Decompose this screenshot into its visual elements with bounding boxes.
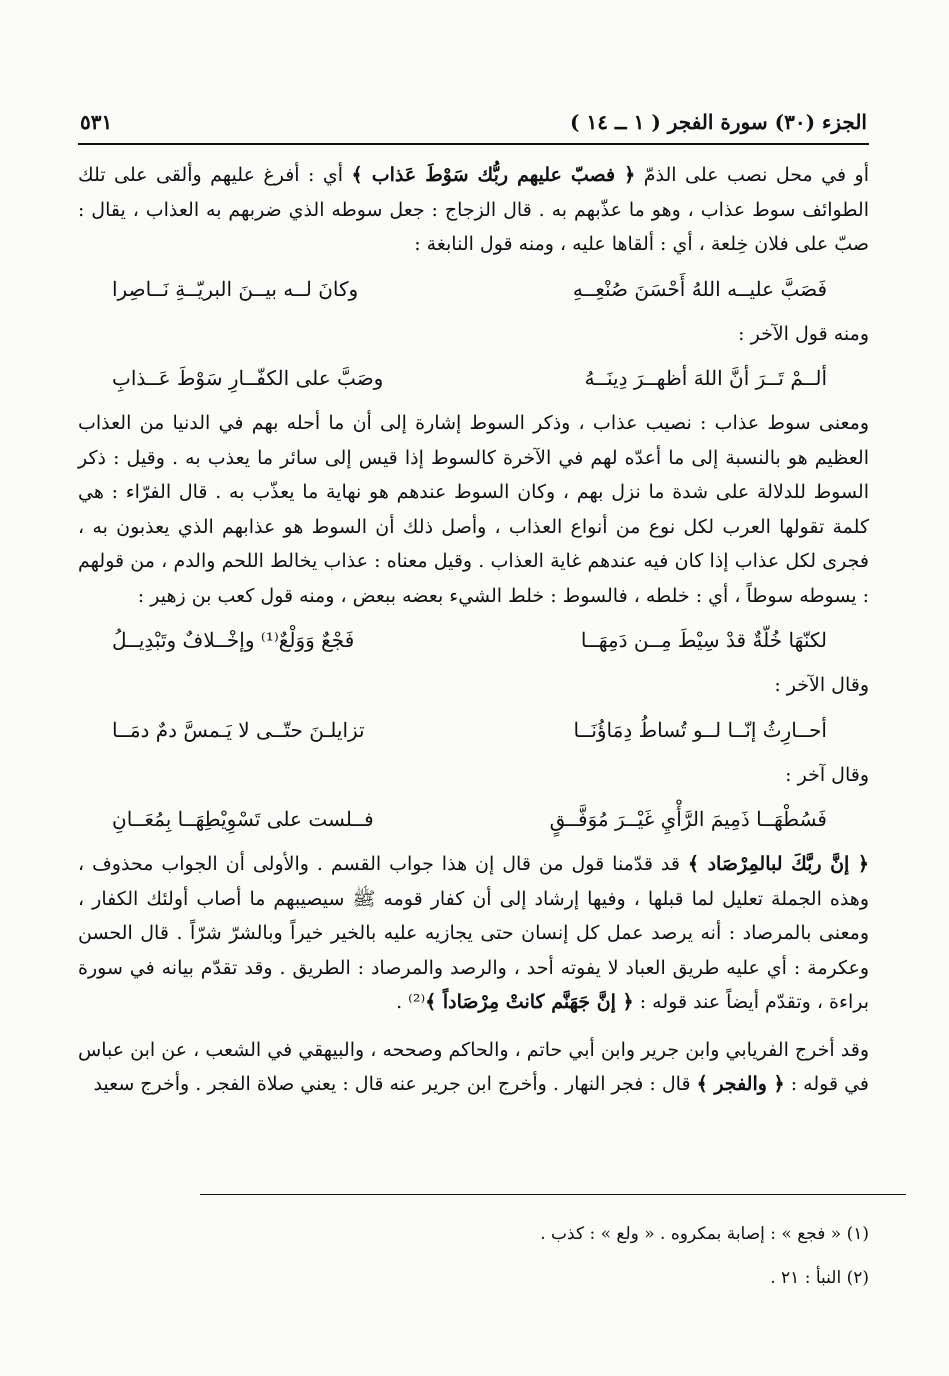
paragraph: ﴿ إنَّ ربَّكَ لبالمِرْصَاد ﴾ قد قدّمنا قول من قال إن هذا جواب القسم . والأولى أن الجواب محذوف ، وهذه الجملة تعليل لما قبلها ، وفيها إرشاد إلى أن كفار قومه ﷺ سيصيبهم ما أصاب أولئك الكفار ، ومعنى بالمرصاد : أنه يرصد عمل كل إنسان حتى يجازيه عليه بالخير خيراً وبالشرّ شرّاً . قال الحسن وعكرمة : أي عليه طريق العباد لا يفوته أحد ، والرصد والمرصاد : الطريق . وقد تقدّم بيانه في سورة براءة ، وتقدّم أيضاً عند قوله : ﴿ إنَّ جَهَنَّم كانتْ مِرْصَاداً ﴾⁽²⁾ . xyxy=(78,853,869,1013)
footnote: (١) « فجع » : إصابة بمكروه . « ولع » : كذب . xyxy=(540,1224,869,1244)
paragraph: ومنه قول الآخر : xyxy=(738,322,869,345)
footnote: (٢) النبأ : ٢١ . xyxy=(770,1268,869,1288)
poem-hemistich-first: لكنّهَا خُلّةٌ قدْ سِيْطَ مِــن دَمِهَــا xyxy=(580,628,827,652)
running-title: الجزء (٣٠) سورة الفجر ( ١ ــ ١٤ ) xyxy=(570,110,867,134)
poem-verse xyxy=(78,703,869,758)
quran-verse: ﴿ والفجر ﴾ xyxy=(696,1073,785,1095)
page-header xyxy=(80,108,867,142)
footnote-divider xyxy=(200,1194,906,1195)
poem-hemistich-first: فَسُطْهَــا ذَمِيمَ الرَّأْيِ غَيْــرَ مُوَفَّــقٍ xyxy=(549,807,827,831)
poem-hemistich-first: أحــارِثُ إنّــا لــو تُساطُ دِمَاؤُنَــا xyxy=(573,717,827,742)
poem-hemistich-second: فــلست على تَسْوِيْطِهَــا بِمُعَــانِ xyxy=(112,807,374,831)
poem-verse xyxy=(78,792,869,847)
poem-hemistich-second: تزايلـنَ حتّــى لا يَـمسَّ دمٌ دمَــا xyxy=(112,717,365,742)
poem-hemistich-first: ألــمْ تَــرَ أنَّ اللهَ أظهــرَ دِينَــهُ xyxy=(584,366,827,390)
paragraph: وقال آخر : xyxy=(785,763,869,786)
poem-hemistich-second: وصَبَّ على الكفّــارِ سَوْطَ عَــذابِ xyxy=(112,366,384,390)
poem-hemistich-first: فَصَبَّ عليــه اللهُ أَحْسَنَ صُنْعِــهِ xyxy=(572,276,827,301)
quran-verse: ﴿ إنَّ ربَّكَ لبالمِرْصَاد ﴾ xyxy=(687,853,869,875)
paragraph: ومعنى سوط عذاب : نصيب عذاب ، وذكر السوط إشارة إلى أن ما أحله بهم في الدنيا من العذاب العظيم هو بالنسبة إلى ما أعدّه لهم في الآخرة كالسوط إذا قيس إلى سائر ما يعذب به . وقيل : ذكر السوط للدلالة على شدة ما نزل بهم ، وكان السوط عندهم هو نهاية ما يعذّب به . قال الفرّاء : هي كلمة تقولها العرب لكل نوع من أنواع العذاب ، وأصل ذلك أن السوط هو عذابهم الذي يعذبون به ، فجرى لكل عذاب إذا كان فيه عندهم غاية العذاب . وقيل معناه : عذاب يخالط اللحم والدم ، من قولهم : يسوطه سوطاً ، أي : خلطه ، فالسوط : خلط الشيء بعضه ببعض ، ومنه قول كعب بن زهير : xyxy=(78,412,869,607)
footnotes xyxy=(78,1212,869,1300)
paragraph: وقال الآخر : xyxy=(774,674,869,696)
paragraph: أو في محل نصب على الذمّ ﴿ فصبّ عليهم ربُّك سَوْطَ عَذاب ﴾ أي : أفرغ عليهم وألقى على تلك الطوائف سوط عذاب ، وهو ما عذّبهم به . قال الزجاج : جعل سوطه الذي ضربهم به العذاب ، يقال : صبّ على فلان خِلعة ، أي : ألقاها عليه ، ومنه قول النابغة : xyxy=(78,164,869,255)
quran-verse: ﴿ إنَّ جَهَنَّم كانتْ مِرْصَاداً ﴾ xyxy=(425,991,634,1013)
poem-verse xyxy=(78,351,869,406)
page-number: ٥٣١ xyxy=(80,110,113,134)
paragraph: وقد أخرج الفريابي وابن جرير وابن أبي حاتم ، والحاكم وصححه ، والبيهقي في الشعب ، عن ابن عباس في قوله : ﴿ والفجر ﴾ قال : فجر النهار . وأخرج ابن جرير عنه قال : يعني صلاة الفجر . وأخرج سعيد xyxy=(78,1038,869,1095)
footnote-ref: ⁽²⁾ . xyxy=(396,991,426,1013)
page-body xyxy=(78,158,869,1102)
poem-verse xyxy=(78,613,869,668)
header-divider xyxy=(78,143,869,145)
quran-verse: ﴿ فصبّ عليهم ربُّك سَوْطَ عَذاب ﴾ xyxy=(351,164,636,186)
poem-hemistich-second: فَجْعٌ وَوَلْعٌ⁽¹⁾ وإخْــلافٌ وتَبْدِيــلُ xyxy=(112,628,355,652)
poem-hemistich-second: وكانَ لــه بيــنَ البريّــةِ نَــاصِرا xyxy=(112,276,359,301)
poem-verse xyxy=(78,262,869,317)
